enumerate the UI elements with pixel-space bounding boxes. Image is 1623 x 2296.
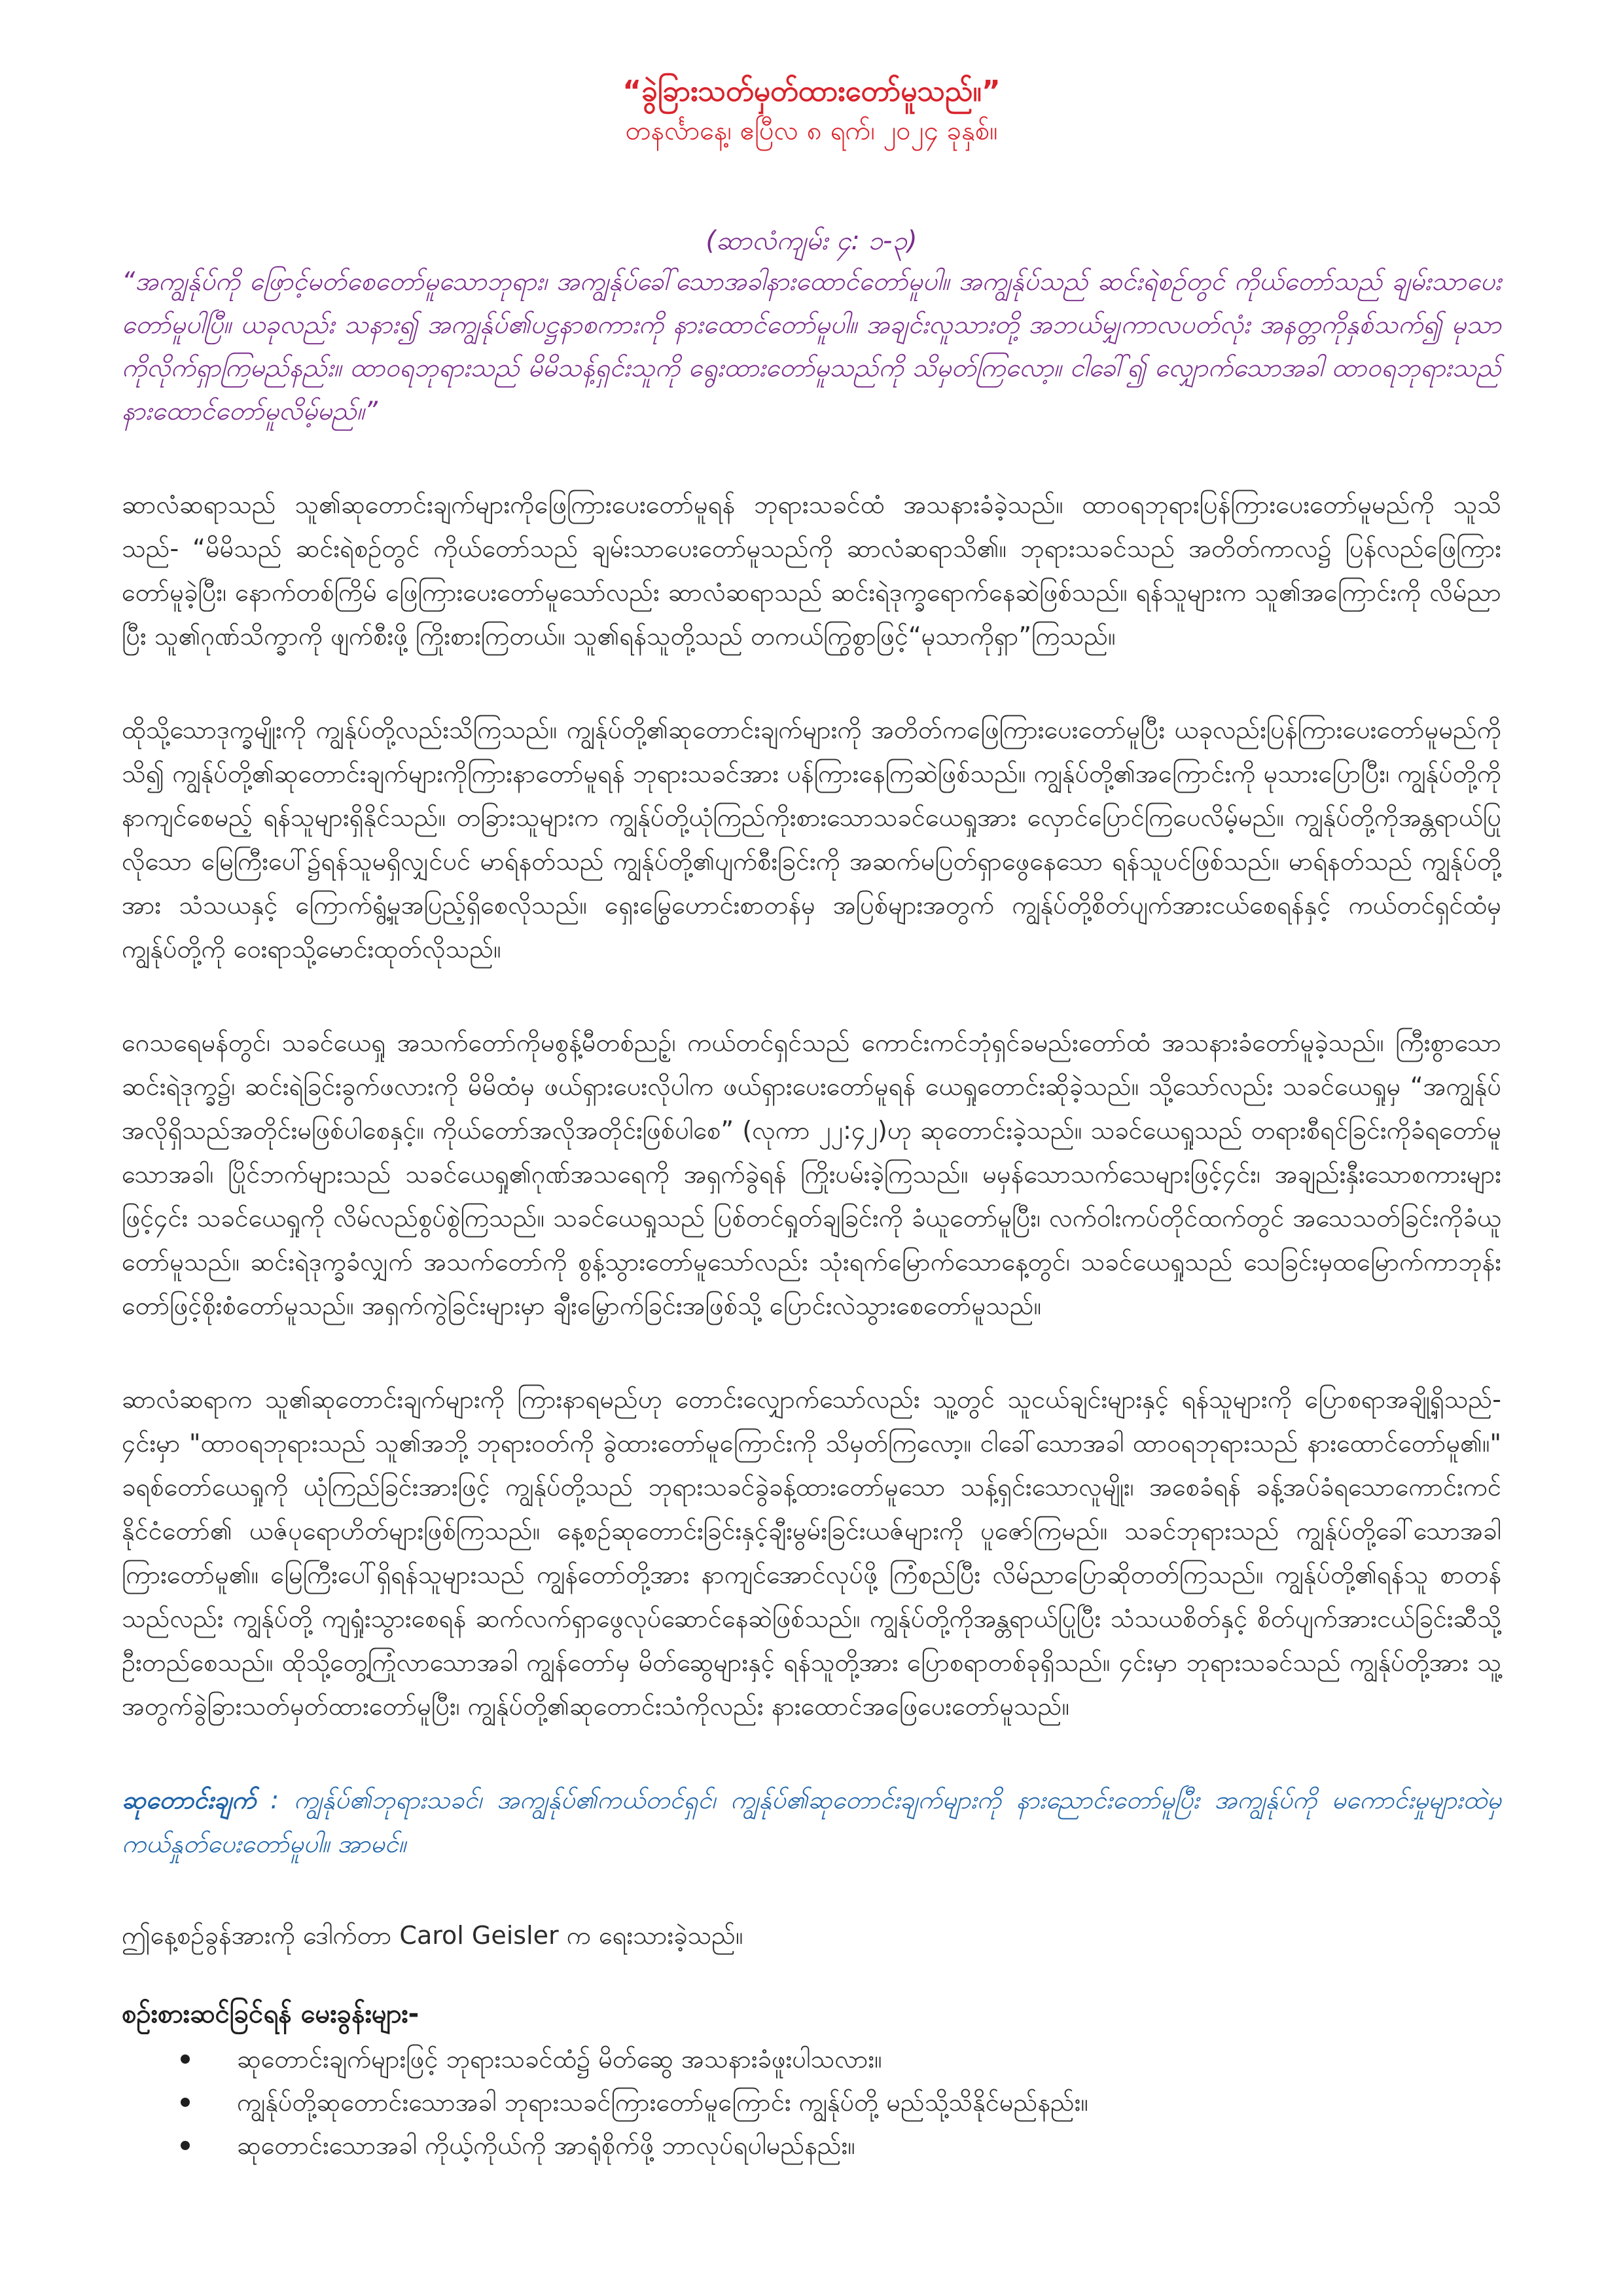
reflection-question-text: ကျွန်ုပ်တို့ဆုတောင်းသောအခါ ဘုရားသခင်ကြားတော်မူကြောင်း ကျွန်ုပ်တို့ မည်သို့သိနိုင်မည်နည်း။ <box>237 2088 1088 2117</box>
body-paragraph-1: ဆာလံဆရာသည် သူ၏ဆုတောင်းချက်များကိုဖြေကြားပေးတော်မူရန် ဘုရားသခင်ထံ အသနားခံခဲ့သည်။ ထာဝရဘုရားပြန်ကြားပေးတော်မူမည်ကို သူသိသည်- “မိမိသည် ဆင်းရဲစဉ်တွင် ကိုယ်တော်သည် ချမ်းသာပေးတော်မူသည်ကို ဆာလံဆရာသိ၏။ ဘုရားသခင်သည် အတိတ်ကာလ၌ ပြန်လည်ဖြေကြားတော်မူခဲ့ပြီး၊ နောက်တစ်ကြိမ် ဖြေကြားပေးတော်မူသော်လည်း ဆာလံဆရာသည် ဆင်းရဲဒုက္ခရောက်နေဆဲဖြစ်သည်။ ရန်သူများက သူ၏အကြောင်းကို လိမ်ညာပြီး သူ၏ဂုဏ်သိက္ခာကို ဖျက်စီးဖို့ ကြိုးစားကြတယ်။ သူ၏ရန်သူတို့သည် တကယ်ကြွစွာဖြင့်“မုသာကိုရှာ”ကြသည်။ <box>122 490 1501 651</box>
reflection-question-list <box>122 2037 1501 2167</box>
page-date: တနင်္လာနေ့၊ ဧပြီလ ၈ ရက်၊ ၂၀၂၄ ခုနှစ်။ <box>625 116 998 146</box>
scripture-text: “အကျွန်ုပ်ကို ဖြောင့်မတ်စေတော်မူသောဘုရား၊ အကျွန်ုပ်ခေါ်သောအခါနားထောင်တော်မူပါ။ အကျွန်ုပ်သည် ဆင်းရဲစဉ်တွင် ကိုယ်တော်သည် ချမ်းသာပေးတော်မူပါပြီ။ ယခုလည်း သနား၍ အကျွန်ုပ်၏ပဋ္ဌနာစကားကို နားထောင်တော်မူပါ။ အချင်းလူသားတို့ အဘယ်မျှကာလပတ်လုံး အနတ္တကိုနှစ်သက်၍ မုသာကိုလိုက်ရှာကြမည်နည်း။ ထာဝရဘုရားသည် မိမိသန့်ရှင်းသူကို ရွေးထားတော်မူသည်ကို သိမှတ်ကြလော့။ ငါခေါ်၍ လျှောက်သောအခါ ထာဝရဘုရားသည် နားထောင်တော်မူလိမ့်မည်။” <box>122 267 1501 426</box>
reflection-question-text: ဆုတောင်းချက်များဖြင့် ဘုရားသခင်ထံ၌ မိတ်ဆွေ အသနားခံဖူးပါသလား။ <box>237 2045 882 2073</box>
prayer <box>122 1778 1501 1866</box>
author-credit: ဤနေ့စဉ်ခွန်အားကို ဒေါက်တာ Carol Geisler က ရေးသားခဲ့သည်။ <box>122 1921 743 1950</box>
body-paragraph-3: ဂေသရေမန်တွင်၊ သခင်ယေရှု အသက်တော်ကိုမစွန့်မီတစ်ညဉ့်၊ ကယ်တင်ရှင်သည် ကောင်းကင်ဘုံရှင်ခမည်းတော်ထံ အသနားခံတော်မူခဲ့သည်။ ကြီးစွာသောဆင်းရဲဒုက္ခ၌၊ ဆင်းရဲခြင်းခွက်ဖလားကို မိမိထံမှ ဖယ်ရှားပေးလိုပါက ဖယ်ရှားပေးတော်မူရန် ယေရှုတောင်းဆိုခဲ့သည်။ သို့သော်လည်း သခင်ယေရှုမှ “အကျွန်ုပ်အလိုရှိသည်အတိုင်းမဖြစ်ပါစေနှင့်။ ကိုယ်တော်အလိုအတိုင်းဖြစ်ပါစေ” (လုကာ ၂၂:၄၂)ဟု ဆုတောင်းခဲ့သည်။ သခင်ယေရှုသည် တရားစီရင်ခြင်းကိုခံရတော်မူသောအခါ၊ ပြိုင်ဘက်များသည် သခင်ယေရှု၏ဂုဏ်အသရေကို အရှက်ခွဲရန် ကြိုးပမ်းခဲ့ကြသည်။ မမှန်သောသက်သေများဖြင့်၄င်း၊ အချည်းနှီးသောစကားများဖြင့်၄င်း သခင်ယေရှုကို လိမ်လည်စွပ်စွဲကြသည်။ သခင်ယေရှုသည် ပြစ်တင်ရှုတ်ချခြင်းကို ခံယူတော်မူပြီး၊ လက်ဝါးကပ်တိုင်ထက်တွင် အသေသတ်ခြင်းကိုခံယူတော်မူသည်။ ဆင်းရဲဒုက္ခခံလျှက် အသက်တော်ကို စွန့်သွားတော်မူသော်လည်း သုံးရက်မြောက်သောနေ့တွင်၊ သခင်ယေရှုသည် သေခြင်းမှထမြောက်ကာဘုန်းတော်ဖြင့်စိုးစံတော်မူသည်။ အရှက်ကွဲခြင်းများမှာ ချီးမြှောက်ခြင်းအဖြစ်သို့ ပြောင်းလဲသွားစေတော်မူသည်။ <box>122 1028 1501 1320</box>
reflection-question <box>181 2037 1501 2081</box>
body-paragraph-4: ဆာလံဆရာက သူ၏ဆုတောင်းချက်များကို ကြားနာရမည်ဟု တောင်းလျှောက်သော်လည်း သူ့တွင် သူငယ်ချင်းများနှင့် ရန်သူများကို ပြောစရာအချို့ရှိသည်- ၄င်းမှာ "ထာဝရဘုရားသည် သူ၏အဘို့ ဘုရားဝတ်ကို ခွဲထားတော်မူကြောင်းကို သိမှတ်ကြလော့။ ငါခေါ်သောအခါ ထာဝရဘုရားသည် နားထောင်တော်မူ၏။" ခရစ်တော်ယေရှုကို ယုံကြည်ခြင်းအားဖြင့် ကျွန်ုပ်တို့သည် ဘုရားသခင်ခွဲခန့်ထားတော်မူသော သန့်ရှင်းသောလူမျိုး၊ အစေခံရန် ခန့်အပ်ခံရသောကောင်းကင်နိုင်ငံတော်၏ ယဇ်ပုရောဟိတ်များဖြစ်ကြသည်။ နေ့စဉ်ဆုတောင်းခြင်းနှင့်ချီးမွမ်းခြင်းယဇ်များကို ပူဇော်ကြမည်။ သခင်ဘုရားသည် ကျွန်ုပ်တို့ခေါ်သောအခါ ကြားတော်မူ၏။ မြေကြီးပေါ်ရှိရန်သူများသည် ကျွန်တော်တို့အား နာကျင်အောင်လုပ်ဖို့ ကြံစည်ပြီး လိမ်ညာပြောဆိုတတ်ကြသည်။ ကျွန်ုပ်တို့၏ရန်သူ စာတန်သည်လည်း ကျွန်ုပ်တို့ ကျရှုံးသွားစေရန် ဆက်လက်ရှာဖွေလုပ်ဆောင်နေဆဲဖြစ်သည်။ ကျွန်ုပ်တို့ကိုအန္တရာယ်ပြုပြီး သံသယစိတ်နှင့် စိတ်ပျက်အားငယ်ခြင်းဆီသို့ ဦးတည်စေသည်။ ထိုသို့တွေ့ကြုံလာသောအခါ ကျွန်တော်မှ မိတ်ဆွေများနှင့် ရန်သူတို့အား ပြောစရာတစ်ခုရှိသည်။ ၄င်းမှာ ဘုရားသခင်သည် ကျွန်ုပ်တို့အား သူ့အတွက်ခွဲခြားသတ်မှတ်ထားတော်မူပြီး၊ ကျွန်ုပ်တို့၏ဆုတောင်းသံကိုလည်း နားထောင်အဖြေပေးတော်မူသည်။ <box>122 1385 1501 1721</box>
prayer-text: : ကျွန်ုပ်၏ဘုရားသခင်၊ အကျွန်ုပ်၏ကယ်တင်ရှင်၊ ကျွန်ုပ်၏ဆုတောင်းချက်များကို နားညောင်းတော်မူပြီး အကျွန်ုပ်ကို မကောင်းမှုများထဲမှ ကယ်နှုတ်ပေးတော်မူပါ။ အာမင်။ <box>122 1785 1501 1858</box>
reflection-title: စဉ်းစားဆင်ခြင်ရန် မေးခွန်းများ- <box>122 1999 419 2029</box>
bullet-icon <box>181 2141 190 2150</box>
reflection-question-text: ဆုတောင်းသောအခါ ကိုယ့်ကိုယ်ကို အာရုံစိုက်ဖို့ ဘာလုပ်ရပါမည်နည်း။ <box>237 2131 855 2160</box>
reflection-question <box>181 2081 1501 2124</box>
body-paragraph-2: ထိုသို့သောဒုက္ခမျိုးကို ကျွန်ုပ်တို့လည်းသိကြသည်။ ကျွန်ုပ်တို့၏ဆုတောင်းချက်များကို အတိတ်ကဖြေကြားပေးတော်မူပြီး ယခုလည်းပြန်ကြားပေးတော်မူမည်ကိုသိ၍ ကျွန်ုပ်တို့၏ဆုတောင်းချက်များကိုကြားနာတော်မူရန် ဘုရားသခင်အား ပန်ကြားနေကြဆဲဖြစ်သည်။ ကျွန်ုပ်တို့၏အကြောင်းကို မုသားပြောပြီး၊ ကျွန်ုပ်တို့ကိုနာကျင်စေမည့် ရန်သူများရှိနိုင်သည်။ တခြားသူများက ကျွန်ုပ်တို့ယုံကြည်ကိုးစားသောသခင်ယေရှုအား လှောင်ပြောင်ကြပေလိမ့်မည်။ ကျွန်ုပ်တို့ကိုအန္တရာယ်ပြုလိုသော မြေကြီးပေါ်၌ရန်သူမရှိလျှင်ပင် မာရ်နတ်သည် ကျွန်ုပ်တို့၏ပျက်စီးခြင်းကို အဆက်မပြတ်ရှာဖွေနေသော ရန်သူပင်ဖြစ်သည်။ မာရ်နတ်သည် ကျွန်ုပ်တို့အား သံသယနှင့် ကြောက်ရွံ့မှုအပြည့်ရှိစေလိုသည်။ ရှေးမြွေဟောင်းစာတန်မှ အပြစ်များအတွက် ကျွန်ုပ်တို့စိတ်ပျက်အားငယ်စေရန်နှင့် ကယ်တင်ရှင်ထံမှ ကျွန်ုပ်တို့ကို ဝေးရာသို့မောင်းထုတ်လိုသည်။ <box>122 715 1501 963</box>
prayer-label: ဆုတောင်းချက် <box>122 1785 257 1814</box>
scripture-reference: (ဆာလံကျမ်း ၄: ၁-၃) <box>705 226 918 256</box>
page-title: “ခွဲခြားသတ်မှတ်ထားတော်မူသည်။” <box>622 75 1001 108</box>
bullet-icon <box>181 2098 190 2107</box>
bullet-icon <box>181 2054 190 2064</box>
reflection-question <box>181 2124 1501 2167</box>
